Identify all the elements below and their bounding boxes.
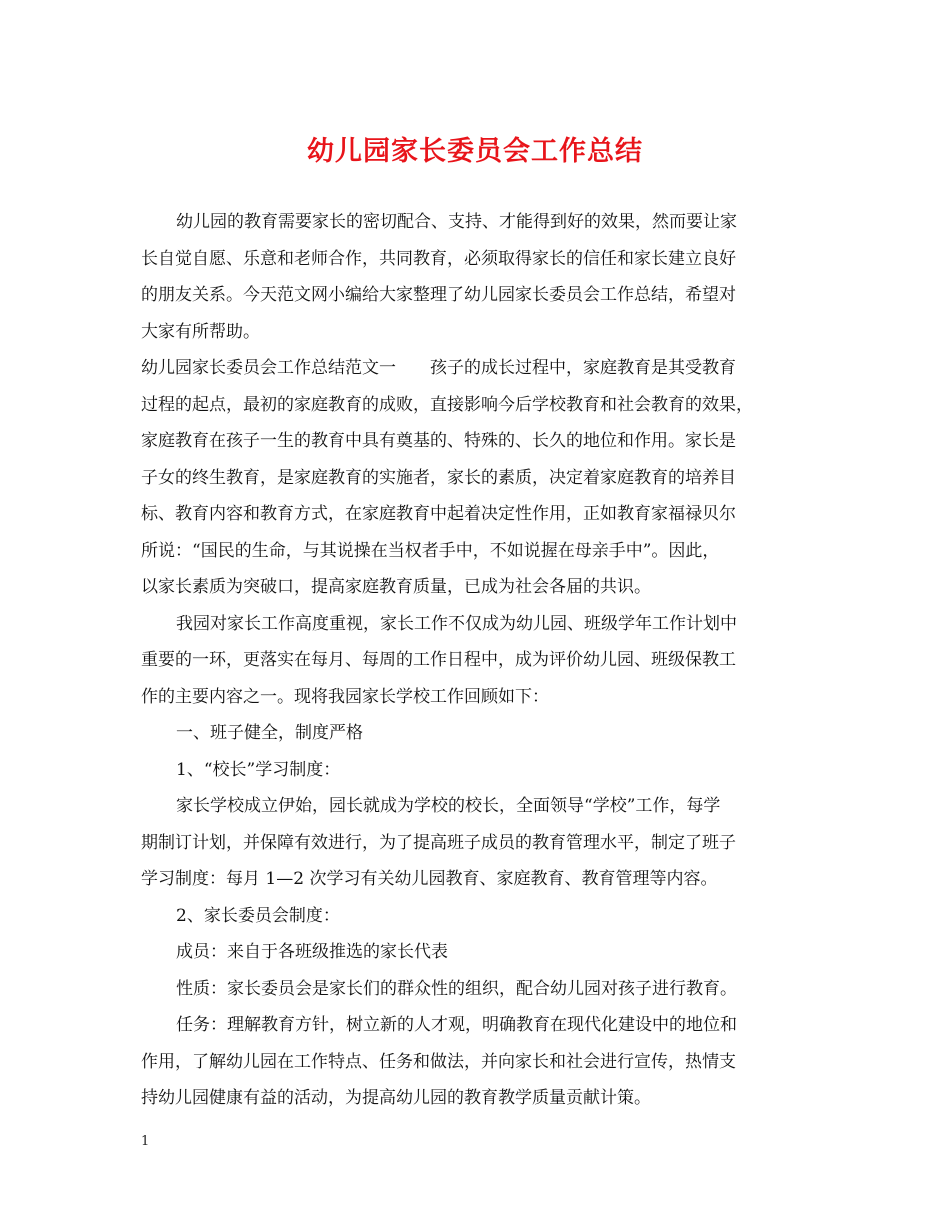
body-line: 所说：“国民的生命，与其说操在当权者手中，不如说握在母亲手中”。因此，: [141, 540, 720, 561]
body-line: 长自觉自愿、乐意和老师合作，共同教育，必须取得家长的信任和家长建立良好: [141, 248, 736, 269]
body-line: 大家有所帮助。: [141, 321, 260, 342]
body-line: 家庭教育在孩子一生的教育中具有奠基的、特殊的、长久的地位和作用。家长是: [141, 431, 736, 451]
body-line: 幼儿园的教育需要家长的密切配合、支持、才能得到好的效果，然而要让家: [176, 212, 737, 232]
body-line: 期制订计划，并保障有效进行，为了提高班子成员的教育管理水平，制定了班子: [141, 832, 736, 853]
body-line: 成员：来自于各班级推选的家长代表: [176, 942, 448, 962]
body-line: 过程的起点，最初的家庭教育的成败，直接影响今后学校教育和社会教育的效果，: [141, 394, 753, 415]
body-line: 幼儿园家长委员会工作总结范文一 孩子的成长过程中，家庭教育是其受教育: [141, 358, 736, 378]
body-line: 持幼儿园健康有益的活动，为提高幼儿园的教育教学质量贡献计策。: [141, 1088, 651, 1108]
body-line: 的朋友关系。今天范文网小编给大家整理了幼儿园家长委员会工作总结，希望对: [141, 285, 736, 305]
section-heading: 一、班子健全，制度严格: [176, 723, 363, 743]
subsection-heading: 1、“校长”学习制度：: [176, 759, 341, 780]
document-body: [141, 204, 809, 1117]
document-title: 幼儿园家长委员会工作总结: [307, 136, 643, 167]
subsection-heading: 2、家长委员会制度：: [176, 905, 340, 926]
body-line: 作用，了解幼儿园在工作特点、任务和做法，并向家长和社会进行宣传，热情支: [141, 1051, 736, 1072]
body-line: 以家长素质为突破口，提高家庭教育质量，已成为社会各届的共识。: [141, 577, 651, 597]
body-line: 子女的终生教育，是家庭教育的实施者，家长的素质，决定着家庭教育的培养目: [141, 467, 736, 488]
body-line: 任务：理解教育方针，树立新的人才观，明确教育在现代化建设中的地位和: [176, 1015, 737, 1035]
body-line: 重要的一环，更落实在每月、每周的工作日程中，成为评价幼儿园、班级保教工: [141, 650, 736, 670]
body-line: 学习制度：每月 1—2 次学习有关幼儿园教育、家庭教育、教育管理等内容。: [141, 869, 718, 889]
page-number: 1: [141, 1134, 150, 1149]
body-line: 性质：家长委员会是家长们的群众性的组织，配合幼儿园对孩子进行教育。: [176, 978, 737, 999]
body-line: 家长学校成立伊始，园长就成为学校的校长，全面领导“学校”工作，每学: [176, 796, 721, 816]
body-line: 标、教育内容和教育方式，在家庭教育中起着决定性作用，正如教育家福禄贝尔: [141, 504, 736, 524]
body-line: 作的主要内容之一。现将我园家长学校工作回顾如下：: [141, 686, 549, 707]
body-line: 我园对家长工作高度重视，家长工作不仅成为幼儿园、班级学年工作计划中: [176, 613, 737, 634]
